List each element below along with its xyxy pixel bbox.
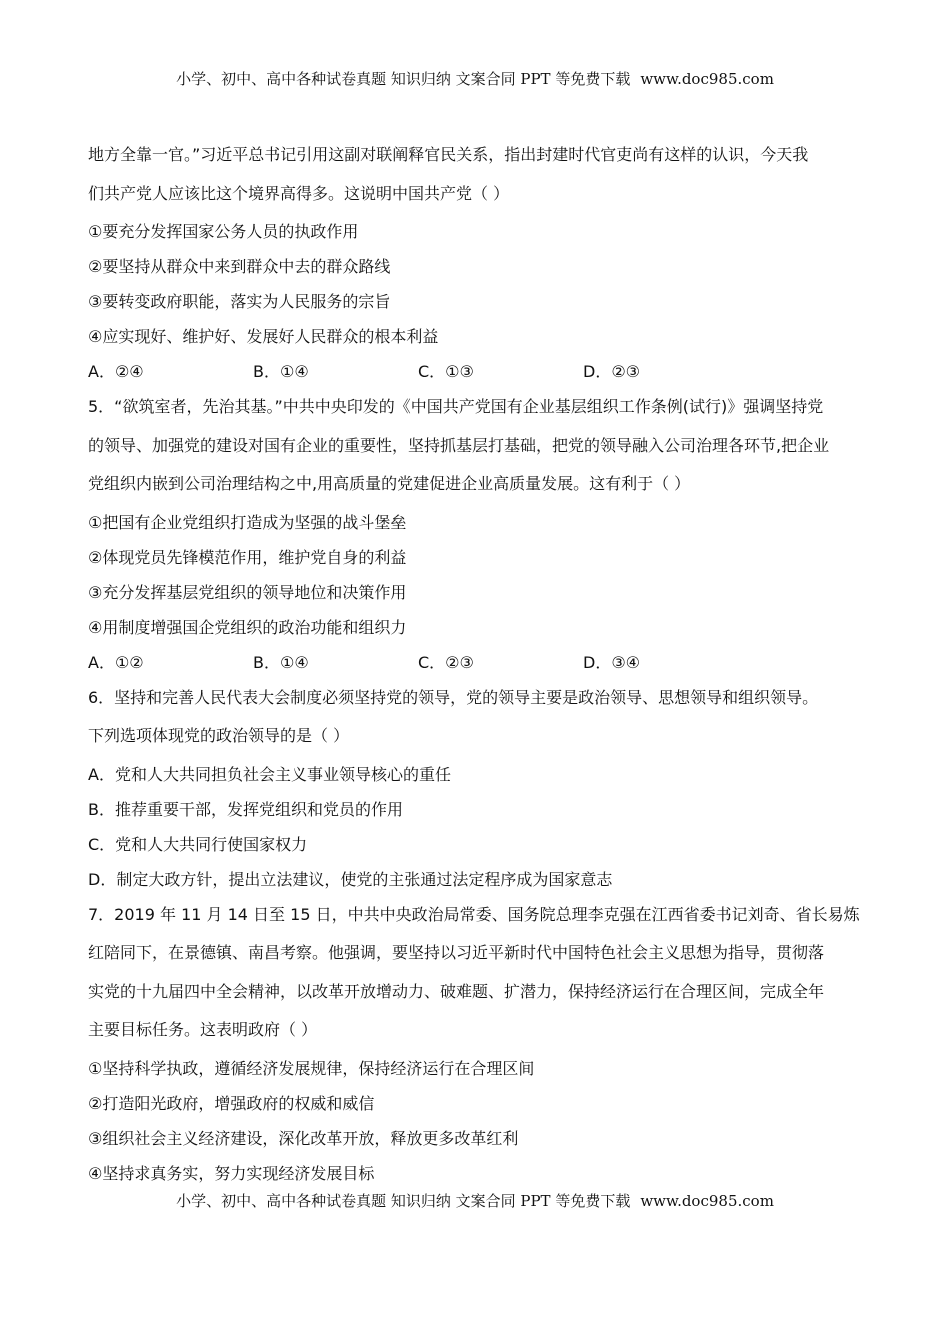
statement-item: ①坚持科学执政，遵循经济发展规律，保持经济运行在合理区间	[88, 1058, 535, 1078]
question-4	[88, 143, 863, 395]
option-c: C．②③	[418, 652, 474, 672]
header-url: www.doc985.com	[640, 70, 774, 88]
statement-item: ②打造阳光政府，增强政府的权威和威信	[88, 1093, 375, 1113]
option-c: C．党和人大共同行使国家权力	[88, 834, 308, 854]
exam-content	[88, 143, 863, 1197]
question-stem: 们共产党人应该比这个境界高得多。这说明中国共产党（ ）	[88, 183, 510, 203]
question-5	[88, 395, 863, 686]
statement-item: ③要转变政府职能，落实为人民服务的宗旨	[88, 292, 391, 311]
statement-item: ①把国有企业党组织打造成为坚强的战斗堡垒	[88, 512, 407, 532]
question-stem: 7．2019 年 11 月 14 日至 15 日，中共中央政治局常委、国务院总理李克强在江西省委书记刘奇、省长易炼	[88, 904, 860, 924]
question-stem: 党组织内嵌到公司治理结构之中,用高质量的党建促进企业高质量发展。这有利于（ ）	[88, 474, 691, 493]
option-c: C．①③	[418, 362, 474, 381]
page-header	[0, 68, 950, 89]
question-7	[88, 903, 863, 1197]
question-stem: 主要目标任务。这表明政府（ ）	[88, 1020, 318, 1039]
option-a: A．党和人大共同担负社会主义事业领导核心的重任	[88, 764, 451, 784]
option-b: B．①④	[253, 652, 309, 672]
statement-item: ②体现党员先锋模范作用，维护党自身的利益	[88, 547, 407, 567]
option-a: A．②④	[88, 362, 144, 381]
footer-text: 小学、初中、高中各种试卷真题 知识归纳 文案合同 PPT 等免费下载	[176, 1192, 631, 1210]
option-d: D．制定大政方针，提出立法建议，使党的主张通过法定程序成为国家意志	[88, 869, 613, 889]
option-b: B．①④	[253, 362, 309, 381]
question-6	[88, 686, 863, 903]
statement-item: ④应实现好、维护好、发展好人民群众的根本利益	[88, 327, 439, 346]
answer-options	[88, 360, 863, 395]
option-a: A．①②	[88, 652, 144, 672]
question-stem: 6．坚持和完善人民代表大会制度必须坚持党的领导，党的领导主要是政治领导、思想领导和组织领导。	[88, 687, 819, 707]
question-stem: 5．“欲筑室者，先治其基。”中共中央印发的《中国共产党国有企业基层组织工作条例(试行)》强调坚持党	[88, 397, 824, 416]
question-stem: 下列选项体现党的政治领导的是（ ）	[88, 726, 350, 745]
option-b: B．推荐重要干部，发挥党组织和党员的作用	[88, 799, 403, 819]
question-stem: 地方全靠一官。”习近平总书记引用这副对联阐释官民关系，指出封建时代官吏尚有这样的认识，今天我	[88, 145, 809, 164]
answer-options	[88, 651, 863, 686]
statement-item: ④坚持求真务实，努力实现经济发展目标	[88, 1163, 375, 1183]
question-stem: 的领导、加强党的建设对国有企业的重要性，坚持抓基层打基础，把党的领导融入公司治理各环节,把企业	[88, 435, 830, 455]
question-stem: 实党的十九届四中全会精神，以改革开放增动力、破难题、扩潜力，保持经济运行在合理区间，完成全年	[88, 981, 825, 1001]
statement-item: ③组织社会主义经济建设，深化改革开放，释放更多改革红利	[88, 1128, 519, 1148]
statement-item: ②要坚持从群众中来到群众中去的群众路线	[88, 257, 391, 276]
footer-url: www.doc985.com	[640, 1192, 774, 1210]
page-footer	[0, 1190, 950, 1211]
option-d: D．②③	[583, 362, 641, 381]
statement-item: ④用制度增强国企党组织的政治功能和组织力	[88, 617, 407, 637]
statement-item: ①要充分发挥国家公务人员的执政作用	[88, 222, 359, 241]
option-d: D．③④	[583, 652, 641, 672]
statement-item: ③充分发挥基层党组织的领导地位和决策作用	[88, 582, 407, 602]
question-stem: 红陪同下，在景德镇、南昌考察。他强调，要坚持以习近平新时代中国特色社会主义思想为指导，贯彻落	[88, 943, 825, 962]
header-text: 小学、初中、高中各种试卷真题 知识归纳 文案合同 PPT 等免费下载	[176, 70, 631, 88]
